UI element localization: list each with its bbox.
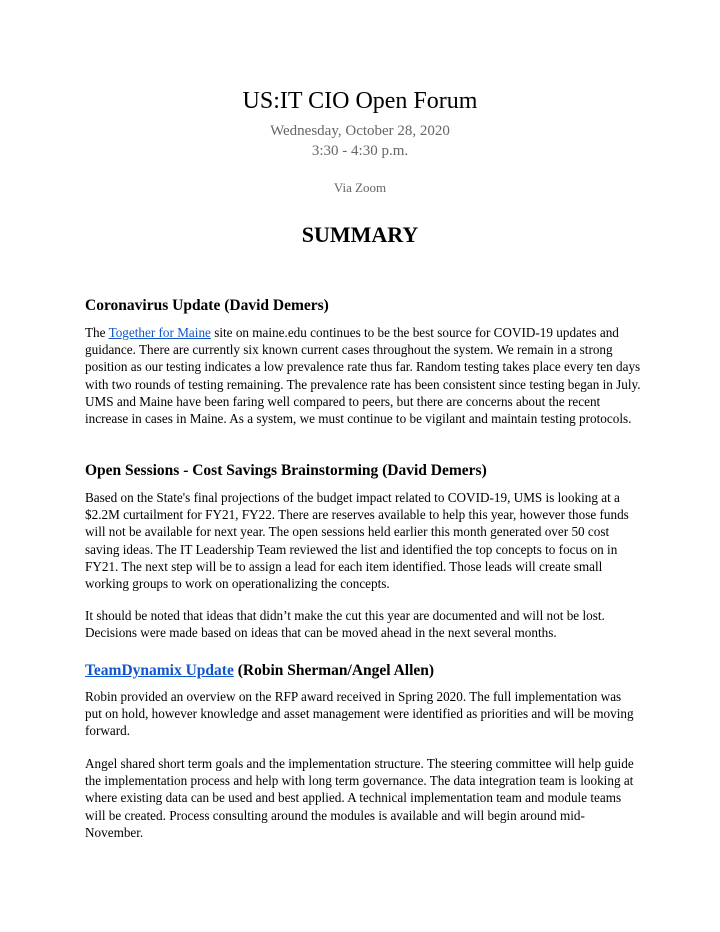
teamdynamix-paragraph-1: Robin provided an overview on the RFP award received in Spring 2020. The full implementation was put on hold, however knowledge and asset management were identified as priorities and will be moving forward. <box>85 689 634 739</box>
teamdynamix-paragraph-2: Angel shared short term goals and the implementation structure. The steering committee will help guide the implementation process and help with long term governance. The data integration team is looking at where existing data can be used and best applied. A technical implementation team and module teams will be created. Process consulting around the modules is available and will begin around mid-November. <box>85 756 634 840</box>
meeting-location: Via Zoom <box>333 180 387 195</box>
teamdynamix-update-link[interactable]: TeamDynamix Update <box>85 662 234 679</box>
forum-title: US:IT CIO Open Forum <box>242 88 478 114</box>
summary-heading: SUMMARY <box>301 222 419 247</box>
meeting-time: 3:30 - 4:30 p.m. <box>311 143 409 159</box>
coronavirus-paragraph <box>85 324 641 427</box>
together-for-maine-link[interactable]: Together for Maine <box>108 325 211 340</box>
teamdynamix-heading-presenters: (Robin Sherman/Angel Allen) <box>233 662 435 679</box>
coronavirus-para-rest: site on maine.edu continues to be the best source for COVID-19 updates and guidance. There are currently six known current cases throughout the system. We remain in a strong position as our testing indicates a low prevalence rate thus far. Random testing takes place every ten days with two rounds of testing remaining. The prevalence rate has been consistent since testing began in July. UMS and Maine have been faring well compared to peers, but there are concerns about the recent increase in cases in Maine. As a system, we must continue to be vigilant and maintain testing protocols. <box>85 325 641 427</box>
coronavirus-heading: Coronavirus Update (David Demers) <box>85 297 329 314</box>
open-sessions-heading: Open Sessions - Cost Savings Brainstorming (David Demers) <box>85 462 487 479</box>
meeting-date: Wednesday, October 28, 2020 <box>270 123 450 139</box>
open-sessions-paragraph-1: Based on the State's final projections of the budget impact related to COVID-19, UMS is looking at a $2.2M curtailment for FY21, FY22. There are reserves available to help this year, however those funds will not be available for next year. The open sessions held earlier this month generated over 50 cost saving ideas. The IT Leadership Team reviewed the list and identified the top concepts to focus on in FY21. The next step will be to assign a lead for each item identified. Those leads will create small working groups to work on operationalizing the concepts. <box>85 490 629 592</box>
teamdynamix-heading <box>85 661 645 681</box>
coronavirus-para-prefix: The <box>85 325 109 340</box>
open-sessions-paragraph-2: It should be noted that ideas that didn’t make the cut this year are documented and will not be lost. Decisions were made based on ideas that can be moved ahead in the next several months. <box>85 608 605 641</box>
